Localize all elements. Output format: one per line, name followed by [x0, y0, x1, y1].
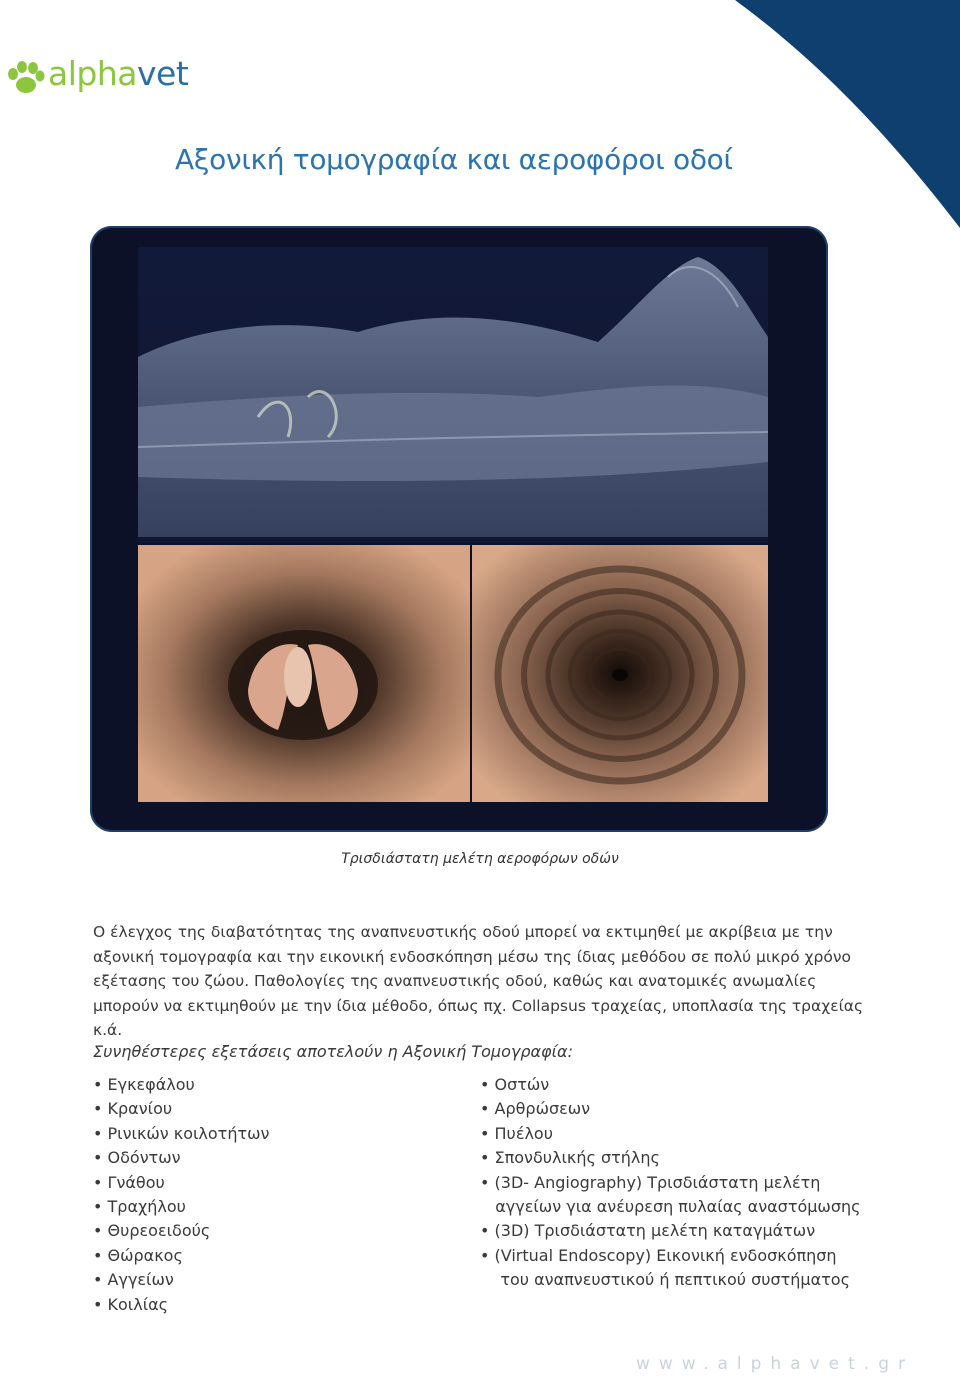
logo-wordmark: [48, 54, 188, 93]
list-item: του αναπνευστικού ή πεπτικού συστήματος: [480, 1270, 850, 1290]
figure-caption: Τρισδιάστατη μελέτη αεροφόρων οδών: [341, 851, 619, 867]
virtual-endoscopy-trachea-image: [472, 545, 768, 802]
logo: [4, 52, 244, 100]
paw-icon: [4, 58, 48, 98]
exams-list-right: [480, 1073, 861, 1293]
list-item: • Κοιλίας: [93, 1294, 169, 1314]
page-title: Αξονική τομογραφία και αεροφόροι οδοί: [175, 143, 733, 176]
list-item: αγγείων για ανέυρεση πυλαίας αναστόμωσης: [480, 1197, 861, 1217]
list-item: • Αγγείων: [93, 1270, 174, 1290]
list-item: • Τραχήλου: [93, 1197, 186, 1217]
list-item: • (3D) Τρισδιάστατη μελέτη καταγμάτων: [480, 1221, 816, 1241]
logo-text-vet: vet: [136, 54, 189, 93]
list-item: • Ρινικών κοιλοτήτων: [93, 1123, 270, 1143]
list-item: • Θυρεοειδούς: [93, 1221, 211, 1241]
list-item: • Γνάθου: [93, 1172, 165, 1192]
list-item: • Οδόντων: [93, 1148, 181, 1168]
airway-volume-render-image: [138, 247, 768, 543]
list-item: • Πυέλου: [480, 1123, 553, 1143]
list-item: • Σπονδυλικής στήλης: [480, 1148, 660, 1168]
list-item: • Θώρακος: [93, 1245, 183, 1265]
exams-heading: Συνηθέστερες εξετάσεις αποτελούν η Αξονική Τομογραφία:: [93, 1042, 573, 1061]
list-item: • Αρθρώσεων: [480, 1099, 591, 1119]
virtual-endoscopy-larynx-image: [138, 545, 470, 802]
list-item: • Οστών: [480, 1075, 550, 1094]
list-item: • Εγκεφάλου: [93, 1075, 195, 1094]
corner-decoration: [560, 0, 960, 240]
intro-paragraph: Ο έλεγχος της διαβατότητας της αναπνευστικής οδού μπορεί να εκτιμηθεί με ακρίβεια με την αξονική τομογραφία και την εικονική ενδοσκόπηση μέσω της ίδιας μεθόδου σε πολύ μικρό χρόνο εξέτασης του ζώου. Παθολογίες της αναπνευστικής οδού, καθώς και ανατομικές ανωμαλίες μπορούν να εκτιμηθούν με την ίδια μέθοδο, όπως πχ. Collapsus τραχείας, υποπλασία της τραχείας κ.ά.: [93, 923, 864, 1039]
exams-list-left: [93, 1073, 269, 1317]
website-url: www.alphavet.gr: [635, 1354, 914, 1374]
list-item: • (Virtual Endoscopy) Εικονική ενδοσκόπηση: [480, 1245, 837, 1265]
logo-text-alpha: alpha: [48, 54, 137, 93]
list-item: • (3D- Angiography) Τρισδιάστατη μελέτη: [480, 1172, 821, 1192]
list-item: • Κρανίου: [93, 1099, 173, 1119]
